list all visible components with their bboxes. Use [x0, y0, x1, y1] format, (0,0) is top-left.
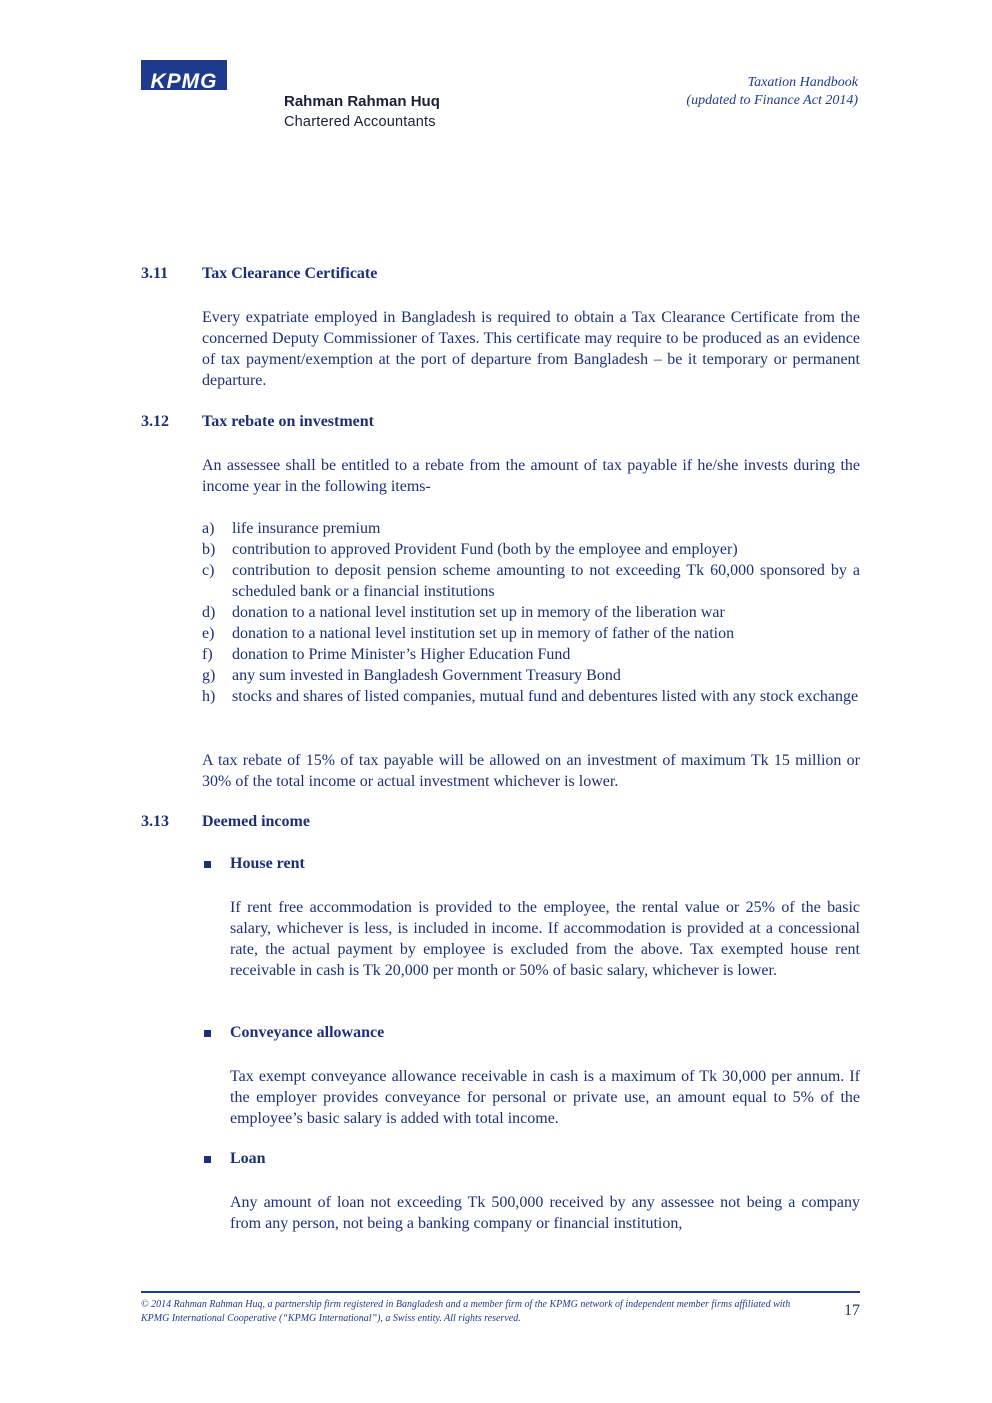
square-bullet-icon: [204, 1156, 211, 1163]
list-item-label: b): [202, 541, 216, 558]
list-item-text: any sum invested in Bangladesh Government Treasury Bond: [232, 667, 621, 684]
list-item: [202, 665, 860, 686]
list-item: [202, 623, 860, 644]
list-item-text: donation to Prime Minister’s Higher Education Fund: [232, 646, 571, 663]
conveyance-body: Tax exempt conveyance allowance receivable in cash is a maximum of Tk 30,000 per annum. If the employer provides conveyance for personal or private use, an amount equal to 5% of the employee’s basic salary is added with total income.: [230, 1068, 860, 1127]
list-item-label: a): [202, 520, 215, 537]
list-item: [202, 686, 860, 707]
list-item-text: life insurance premium: [232, 520, 381, 537]
list-item-text: contribution to deposit pension scheme amounting to not exceeding Tk 60,000 sponsored by a scheduled bank or a financial institutions: [232, 562, 860, 600]
section-3-11-number: 3.11: [141, 265, 169, 282]
footer-copyright: © 2014 Rahman Rahman Huq, a partnership firm registered in Bangladesh and a member firm of the KPMG network of independent member firms affiliated with KPMG International Cooperative (“KPMG International”), a Swiss entity. All rights reserved.: [141, 1299, 791, 1324]
list-item-label: e): [202, 625, 215, 642]
square-bullet-icon: [204, 1030, 211, 1037]
section-3-12-intro: An assessee shall be entitled to a rebate from the amount of tax payable if he/she invests during the income year in the following items-: [202, 457, 860, 495]
section-3-12-closing: A tax rebate of 15% of tax payable will be allowed on an investment of maximum Tk 15 million or 30% of the total income or actual investment whichever is lower.: [202, 752, 860, 790]
handbook-title: Taxation Handbook: [747, 75, 858, 90]
list-item-text: donation to a national level institution set up in memory of father of the nation: [232, 625, 735, 642]
list-item-text: stocks and shares of listed companies, mutual fund and debentures listed with any stock exchange: [232, 688, 859, 705]
section-3-13-title: Deemed income: [202, 813, 310, 830]
loan-body: Any amount of loan not exceeding Tk 500,000 received by any assessee not being a company from any person, not being a banking company or financial institution,: [230, 1194, 860, 1232]
list-item: [202, 644, 860, 665]
loan-heading: Loan: [230, 1150, 266, 1167]
section-3-12-title: Tax rebate on investment: [202, 413, 374, 430]
kpmg-logo: [141, 60, 227, 93]
section-3-11-body: Every expatriate employed in Bangladesh is required to obtain a Tax Clearance Certificate from the concerned Deputy Commissioner of Taxes. This certificate may require to be produced as an evidence of tax payment/exemption at the port of departure from Bangladesh – be it temporary or permanent departure.: [202, 309, 860, 389]
footer-divider: [141, 1291, 860, 1293]
list-item: [202, 560, 860, 602]
handbook-subtitle: (updated to Finance Act 2014): [686, 93, 858, 108]
house-rent-body: If rent free accommodation is provided to the employee, the rental value or 25% of the basic salary, whichever is less, is included in income. If accommodation is provided at a concessional rate, the actual payment by employee is excluded from the above. Tax exempted house rent receivable in cash is Tk 20,000 per month or 50% of basic salary, whichever is lower.: [230, 899, 860, 979]
square-bullet-icon: [204, 861, 211, 868]
list-item: [202, 518, 860, 539]
section-3-12-number: 3.12: [141, 413, 169, 430]
firm-subtitle: Chartered Accountants: [284, 114, 436, 130]
list-item: [202, 602, 860, 623]
section-3-13-number: 3.13: [141, 813, 169, 830]
conveyance-heading: Conveyance allowance: [230, 1024, 385, 1041]
list-item-text: contribution to approved Provident Fund (both by the employee and employer): [232, 541, 738, 558]
list-item-label: g): [202, 667, 216, 684]
firm-name: Rahman Rahman Huq: [284, 93, 440, 110]
house-rent-heading: House rent: [230, 855, 305, 872]
page-number: 17: [844, 1302, 860, 1319]
list-item-label: c): [202, 562, 215, 579]
list-item-text: donation to a national level institution set up in memory of the liberation war: [232, 604, 725, 621]
list-item-label: h): [202, 688, 216, 705]
investment-items-list: [202, 518, 860, 707]
section-3-11-title: Tax Clearance Certificate: [202, 265, 378, 282]
list-item: [202, 539, 860, 560]
list-item-label: f): [202, 646, 213, 663]
list-item-label: d): [202, 604, 216, 621]
logo-text: KPMG: [150, 70, 218, 93]
